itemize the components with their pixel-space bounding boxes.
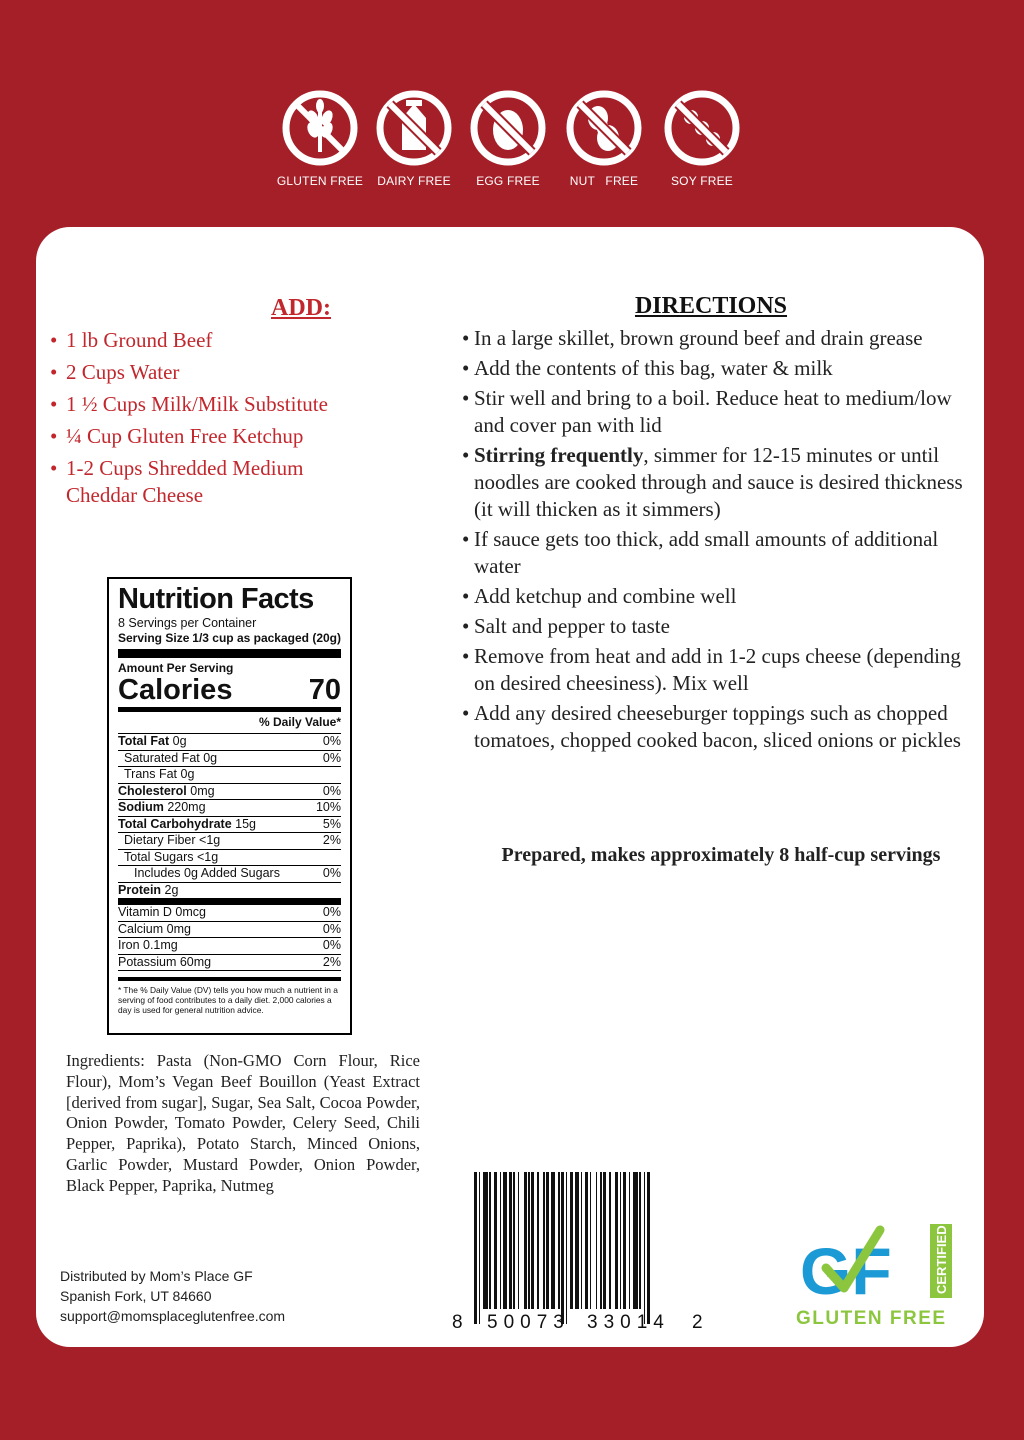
calories-row (118, 675, 341, 712)
dairy-free-badge (366, 88, 462, 188)
nutrient-row (118, 883, 341, 906)
nutrient-label: Includes 0g Added Sugars (134, 866, 280, 880)
barcode-digit-group: 50073 (487, 1312, 570, 1333)
direction-text: If sauce gets too thick, add small amounts of additional water (474, 527, 939, 578)
gluten-free-text: GLUTEN FREE (796, 1308, 947, 1329)
distributor-email: support@momsplaceglutenfree.com (60, 1308, 286, 1324)
nutrient-label: Vitamin D 0mcg (118, 905, 206, 919)
nutrient-label: Calcium 0mg (118, 921, 191, 936)
nutrient-daily-value: 0% (322, 866, 341, 880)
milk-carton-crossed-icon (374, 88, 454, 168)
nutrient-label: Protein 2g (118, 882, 179, 897)
direction-step (454, 385, 964, 439)
nutrient-label: Potassium 60mg (118, 954, 212, 969)
gf-certified-icon (796, 1222, 956, 1334)
egg-free-label: EGG FREE (476, 174, 540, 188)
nutrient-row (118, 751, 341, 768)
nutrient-row (118, 800, 341, 817)
direction-step (454, 442, 964, 523)
direction-step (454, 643, 964, 697)
servings-per-container: 8 Servings per Container (118, 616, 257, 630)
nutrient-label: Total Sugars <1g (124, 849, 219, 864)
barcode (466, 1172, 702, 1332)
nutrient-row (118, 922, 341, 939)
nutrient-rows (118, 734, 341, 971)
nutrient-daily-value: 5% (322, 816, 341, 831)
barcode-digit-group: 8 (452, 1312, 463, 1333)
add-item: • 2 Cups Water (50, 359, 420, 386)
amount-per-serving: Amount Per Serving (118, 661, 234, 675)
add-title: ADD: (271, 295, 331, 321)
nutrient-row (118, 866, 341, 883)
add-item: • ¼ Cup Gluten Free Ketchup (50, 423, 420, 450)
nutrient-row (118, 767, 341, 784)
add-list (50, 327, 420, 514)
serving-size-value: 1/3 cup as packaged (20g) (192, 631, 341, 645)
nutrient-daily-value: 0% (322, 750, 341, 765)
serving-size-label: Serving Size (118, 631, 190, 645)
gf-mark: GF (800, 1234, 892, 1308)
daily-value-footnote: * The % Daily Value (DV) tells you how much a nutrient in a serving of food contributes to a daily diet. 2,000 calories a day is used for general nutrition advice. (118, 977, 341, 1015)
soy-free-label: SOY FREE (670, 174, 734, 188)
barcode-digit-group: 2 (692, 1312, 703, 1333)
direction-emphasis: Stirring frequently (474, 443, 644, 467)
nutrient-row (118, 850, 341, 867)
nutrient-daily-value: 2% (322, 833, 341, 847)
nut-free-label: NUT FREE (569, 174, 639, 188)
nutrient-row (118, 905, 341, 922)
dairy-free-label: DAIRY FREE (377, 174, 451, 188)
direction-text: Add the contents of this bag, water & milk (474, 356, 833, 380)
nut-free-badge (556, 88, 652, 188)
egg-crossed-icon (468, 88, 548, 168)
direction-text: Add ketchup and combine well (474, 584, 737, 608)
nutrient-label: Total Fat 0g (118, 734, 187, 748)
direction-step (454, 583, 964, 610)
nutrient-label: Trans Fat 0g (124, 767, 195, 781)
egg-free-badge (460, 88, 556, 188)
nutrient-row (118, 817, 341, 834)
nutrient-label: Dietary Fiber <1g (124, 833, 221, 847)
direction-step (454, 355, 964, 382)
distributor-address: Spanish Fork, UT 84660 (60, 1288, 212, 1304)
direction-text: In a large skillet, brown ground beef and drain grease (474, 326, 923, 350)
wheat-crossed-icon (280, 88, 360, 168)
direction-text: Salt and pepper to taste (474, 614, 670, 638)
peanut-crossed-icon (564, 88, 644, 168)
barcode-bars (474, 1172, 694, 1309)
ingredients-text: Ingredients: Pasta (Non-GMO Corn Flour, Rice Flour), Mom’s Vegan Beef Bouillon (Yeast Extract [derived from sugar], Sugar, Sea Salt, Cocoa Powder, Onion Powder, Tomato Powder, Celery Seed, Chili Pepper, Paprika), Potato Starch, Minced Onions, Garlic Powder, Mustard Powder, Onion Powder, Black Pepper, Paprika, Nutmeg (66, 1051, 420, 1195)
nutrient-daily-value: 0% (322, 783, 341, 798)
nutrient-label: Total Carbohydrate 15g (118, 816, 257, 831)
add-item: • 1 lb Ground Beef (50, 327, 420, 354)
nutrition-facts-panel (107, 577, 352, 1035)
barcode-digit-group: 33014 (587, 1312, 670, 1333)
nutrient-label: Iron 0.1mg (118, 938, 178, 952)
nutrient-row (118, 833, 341, 850)
direction-step (454, 325, 964, 352)
direction-step (454, 613, 964, 640)
nutrient-label: Cholesterol 0mg (118, 783, 215, 798)
nutrient-label: Saturated Fat 0g (124, 750, 218, 765)
soy-free-badge (654, 88, 750, 188)
distributor-name: Distributed by Mom’s Place GF (60, 1268, 253, 1284)
nutrient-row (118, 784, 341, 801)
calories-value: 70 (308, 674, 341, 706)
direction-step (454, 526, 964, 580)
nutrient-daily-value: 10% (315, 800, 341, 814)
gluten-free-certified-logo (796, 1222, 956, 1334)
nutrient-daily-value: 0% (322, 734, 341, 748)
gluten-free-label: GLUTEN FREE (276, 174, 364, 188)
directions-title: DIRECTIONS (634, 293, 788, 319)
direction-text: Add any desired cheeseburger toppings such as chopped tomatoes, chopped cooked bacon, sliced onions or pickles (474, 701, 961, 752)
allergen-badges (272, 88, 752, 198)
certified-text: CERTIFIED (934, 1225, 949, 1294)
nutrient-label: Sodium 220mg (118, 800, 206, 814)
distributor-info (60, 1266, 400, 1326)
calories-label: Calories (118, 674, 233, 706)
direction-text: Stir well and bring to a boil. Reduce heat to medium/low and cover pan with lid (474, 386, 952, 437)
direction-step (454, 700, 964, 754)
add-item: • 1 ½ Cups Milk/Milk Substitute (50, 391, 420, 418)
nutrient-row (118, 938, 341, 955)
direction-text: Remove from heat and add in 1-2 cups cheese (depending on desired cheesiness). Mix well (474, 644, 961, 695)
prepared-note: Prepared, makes approximately 8 half-cup servings (501, 844, 941, 866)
gluten-free-badge (272, 88, 368, 188)
nutrient-daily-value: 0% (322, 921, 341, 936)
direction-text: , simmer for 12-15 minutes or until noodles are cooked through and sauce is desired thickness (it will thicken as it simmers) (474, 443, 963, 521)
nutrient-daily-value: 0% (322, 938, 341, 952)
nutrition-title: Nutrition Facts (118, 583, 314, 615)
label-panel (36, 227, 984, 1347)
add-item: • 1-2 Cups Shredded Medium Cheddar Cheese (50, 455, 356, 509)
directions-list (454, 325, 964, 757)
soybean-crossed-icon (662, 88, 742, 168)
nutrient-row (118, 955, 341, 972)
serving-size (118, 631, 341, 658)
nutrient-daily-value: 0% (322, 905, 341, 919)
nutrient-row (118, 734, 341, 751)
nutrient-daily-value: 2% (322, 954, 341, 969)
daily-value-header: % Daily Value* (118, 712, 341, 734)
barcode-bar (650, 1172, 652, 1324)
